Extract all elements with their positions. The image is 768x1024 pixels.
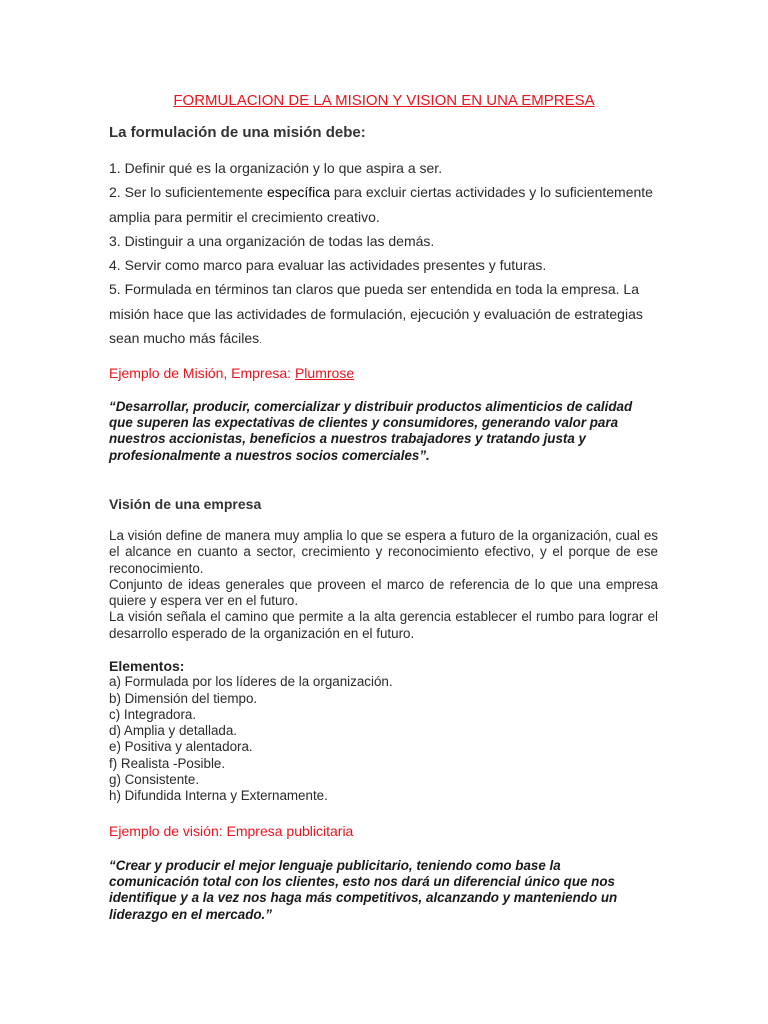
plumrose-link[interactable]: Plumrose (294, 365, 355, 381)
element-item: d) Amplia y detallada. (109, 723, 238, 739)
mission-item-2 (109, 180, 659, 229)
document-title: FORMULACION DE LA MISION Y VISION EN UNA EMPRESA (173, 92, 595, 109)
vision-quote: “Crear y producir el mejor lenguaje publicitario, teniendo como base la comunicación total con los clientes, esto nos dará un diferencial único que nos identifique y a la vez nos haga más competitivos, alcanzando y manteniendo un liderazgo en el mercado.” (109, 858, 618, 922)
element-item: c) Integradora. (109, 706, 197, 722)
mission-item-4: 4. Servir como marco para evaluar las actividades presentes y futuras. (109, 257, 547, 274)
mission-item-2-highlight: específica (266, 184, 331, 201)
vision-paragraph-3: La visión señala el camino que permite a la alta gerencia establecer el rumbo para lograr el desarrollo esperado de la organización en el futuro. (109, 609, 658, 641)
mission-item-2-after: para excluir ciertas actividades y lo suficientemente amplia para permitir el crecimiento creativo. (109, 184, 653, 225)
mission-item-2-before: 2. Ser lo suficientemente (109, 184, 267, 201)
element-item: h) Difundida Interna y Externamente. (109, 788, 328, 804)
element-item: b) Dimensión del tiempo. (109, 690, 258, 706)
elements-section (109, 658, 658, 805)
elements-list (109, 674, 658, 804)
mission-item-5 (109, 277, 659, 352)
element-item: f) Realista -Posible. (109, 755, 226, 771)
element-item: a) Formulada por los líderes de la organización. (109, 674, 393, 690)
mission-example-text: Ejemplo de Misión, Empresa: (109, 365, 295, 381)
mission-quote: “Desarrollar, producir, comercializar y distribuir productos alimenticios de calidad que superen las expectativas de clientes y consumidores, generando valor para nuestros accionistas, beneficios a nuestros trabajadores y tratando justa y profesionalmente a nuestros socios comerciales”. (109, 399, 633, 463)
mission-example-label (109, 365, 354, 381)
vision-text (109, 528, 658, 642)
vision-example-label: Ejemplo de visión: Empresa publicitaria (109, 823, 354, 839)
mission-item-1: 1. Definir qué es la organización y lo que aspira a ser. (109, 160, 443, 176)
mission-heading: La formulación de una misión debe: (109, 124, 366, 141)
mission-list (109, 156, 659, 352)
vision-heading: Visión de una empresa (109, 496, 262, 512)
mission-item-5-tail: . (259, 335, 262, 346)
element-item: g) Consistente. (109, 772, 200, 788)
vision-paragraph-1: La visión define de manera muy amplia lo que se espera a futuro de la organización, cual es el alcance en cuanto a sector, crecimiento y reconocimiento efectivo, y el porque de ese reconocimiento. (109, 528, 658, 576)
vision-paragraph-2: Conjunto de ideas generales que proveen el marco de referencia de lo que una empresa quiere y espera ver en el futuro. (109, 576, 658, 609)
mission-item-3: 3. Distinguir a una organización de todas las demás. (109, 232, 435, 249)
element-item: e) Positiva y alentadora. (109, 739, 253, 755)
elements-heading: Elementos: (109, 658, 185, 674)
mission-item-5-text: 5. Formulada en términos tan claros que pueda ser entendida en toda la empresa. La misión hace que las actividades de formulación, ejecución y evaluación de estrategias sean mucho más fáciles (109, 281, 643, 347)
